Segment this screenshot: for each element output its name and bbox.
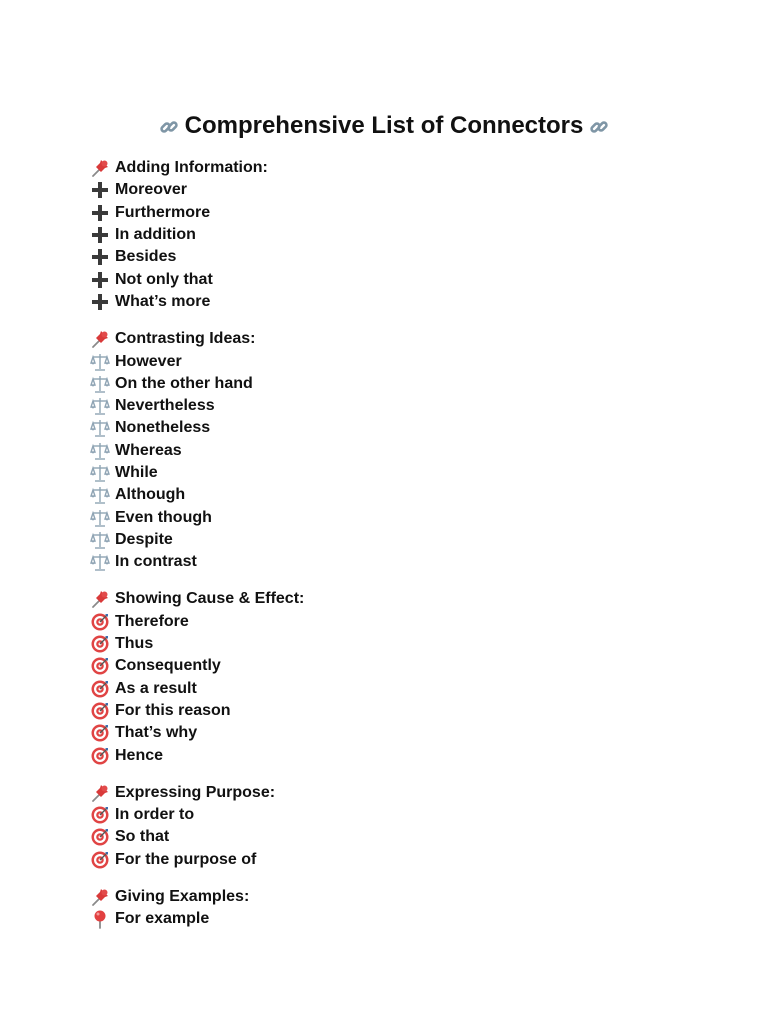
list-item-text: Although — [115, 486, 186, 504]
list-item — [90, 849, 690, 871]
scales-icon — [90, 508, 110, 528]
list-item — [90, 700, 690, 722]
section-heading — [90, 328, 690, 350]
link-icon — [159, 117, 179, 137]
plus-icon — [90, 292, 110, 312]
plus-icon — [90, 247, 110, 267]
target-icon — [90, 723, 110, 743]
list-item — [90, 417, 690, 439]
plus-icon — [90, 180, 110, 200]
list-item-text: Whereas — [115, 441, 182, 459]
list-item-text: For example — [115, 910, 210, 928]
target-icon — [90, 612, 110, 632]
list-item-text: Furthermore — [115, 203, 211, 221]
link-icon — [589, 117, 609, 137]
section — [90, 157, 690, 313]
list-item-text: Besides — [115, 248, 177, 266]
list-item — [90, 722, 690, 744]
scales-icon — [90, 441, 110, 461]
list-item — [90, 440, 690, 462]
scales-icon — [90, 485, 110, 505]
list-item-text: On the other hand — [115, 374, 253, 392]
list-item — [90, 678, 690, 700]
section — [90, 782, 690, 871]
list-item-text: In addition — [115, 226, 196, 244]
target-icon — [90, 805, 110, 825]
target-icon — [90, 701, 110, 721]
scales-icon — [90, 418, 110, 438]
section-heading-text: Giving Examples: — [115, 888, 250, 906]
round-pushpin-icon — [90, 909, 110, 929]
list-item-text: Not only that — [115, 270, 213, 288]
section — [90, 588, 690, 766]
section-heading-text: Adding Information: — [115, 159, 268, 177]
list-item — [90, 224, 690, 246]
section-heading — [90, 157, 690, 179]
list-item-text: For this reason — [115, 701, 231, 719]
list-item-text: Nonetheless — [115, 419, 211, 437]
target-icon — [90, 850, 110, 870]
list-item — [90, 484, 690, 506]
list-item-text: What’s more — [115, 292, 211, 310]
list-item — [90, 551, 690, 573]
scales-icon — [90, 352, 110, 372]
target-icon — [90, 679, 110, 699]
list-item-text: Moreover — [115, 181, 188, 199]
list-item-text: While — [115, 464, 158, 481]
list-item — [90, 611, 690, 633]
pushpin-icon — [90, 329, 110, 349]
list-item — [90, 246, 690, 268]
section-heading-text: Expressing Purpose: — [115, 783, 276, 801]
list-item-text: As a result — [115, 679, 197, 697]
list-item-text: Despite — [115, 530, 173, 548]
list-item-text: That’s why — [115, 724, 198, 742]
list-item — [90, 506, 690, 528]
target-icon — [90, 656, 110, 676]
list-item — [90, 744, 690, 766]
pushpin-icon — [90, 158, 110, 178]
list-item — [90, 655, 690, 677]
section — [90, 886, 690, 931]
list-item-text: However — [115, 352, 182, 370]
section — [90, 328, 690, 573]
list-item-text: Therefore — [115, 612, 189, 630]
section-heading — [90, 886, 690, 908]
section-heading-text: Contrasting Ideas: — [115, 330, 256, 348]
scales-icon — [90, 396, 110, 416]
list-item — [90, 529, 690, 551]
list-item — [90, 179, 690, 201]
plus-icon — [90, 270, 110, 290]
target-icon — [90, 827, 110, 847]
list-item — [90, 373, 690, 395]
list-item-text: Thus — [115, 635, 154, 653]
pushpin-icon — [90, 887, 110, 907]
pushpin-icon — [90, 589, 110, 609]
scales-icon — [90, 374, 110, 394]
list-item — [90, 350, 690, 372]
list-item — [90, 826, 690, 848]
list-item — [90, 633, 690, 655]
page-title-text: Comprehensive List of Connectors — [184, 112, 584, 139]
list-item-text: Nevertheless — [115, 397, 215, 415]
scales-icon — [90, 552, 110, 572]
list-item — [90, 395, 690, 417]
list-item — [90, 462, 690, 484]
plus-icon — [90, 203, 110, 223]
list-item — [90, 268, 690, 290]
list-item — [90, 202, 690, 224]
pushpin-icon — [90, 783, 110, 803]
list-item-text: Even though — [115, 508, 212, 526]
list-item — [90, 291, 690, 313]
list-item-text: For the purpose of — [115, 850, 257, 868]
plus-icon — [90, 225, 110, 245]
section-heading — [90, 588, 690, 610]
section-heading-text: Showing Cause & Effect: — [115, 590, 305, 608]
scales-icon — [90, 530, 110, 550]
page-title — [0, 110, 768, 142]
list-item — [90, 908, 690, 930]
target-icon — [90, 746, 110, 766]
section-heading — [90, 782, 690, 804]
list-item-text: So that — [115, 828, 170, 846]
list-item-text: In contrast — [115, 553, 197, 571]
connector-list — [90, 157, 690, 946]
list-item-text: Consequently — [115, 657, 221, 675]
list-item — [90, 804, 690, 826]
target-icon — [90, 634, 110, 654]
list-item-text: In order to — [115, 806, 195, 824]
list-item-text: Hence — [115, 746, 164, 764]
scales-icon — [90, 463, 110, 483]
